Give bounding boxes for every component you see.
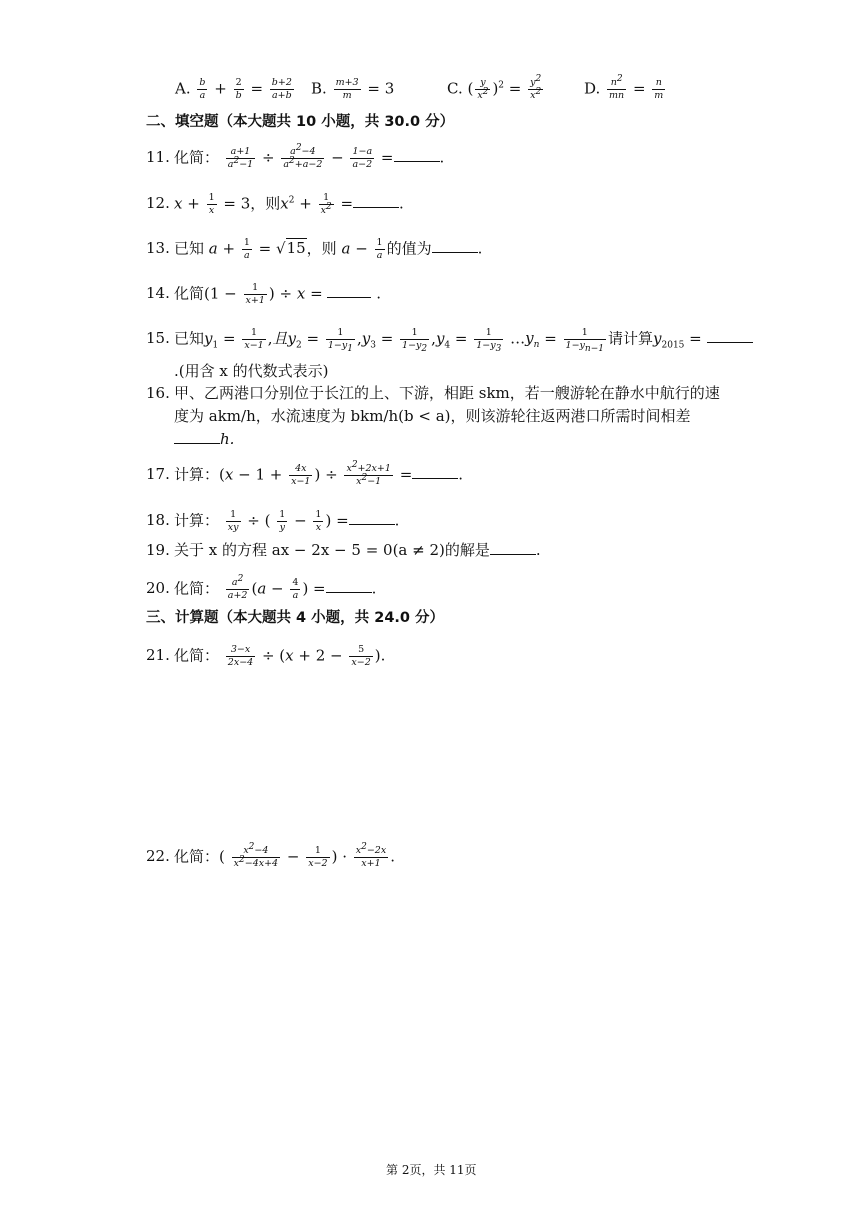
choice-d: D. $\frac{n^2}{mn}$ = $\frac{n}{m}$ [584, 73, 664, 101]
question-20: 20. 化简： $\frac{a^2}{a+2}$ (a − $\frac{4}{a}$ ) = . [146, 573, 377, 601]
choice-d-label: D. [584, 79, 601, 98]
section2-title: 二、填空题（本大题共 10 小题，共 30.0 分） [146, 114, 455, 130]
question-21: 21. 化简： $\frac{3-x}{2x-4}$ ÷ (x + 2 − $\frac{5}{x-2}$ ). [146, 644, 386, 668]
question-15: 15. 已知$y_1$ = $\frac{1}{x-1}$ ,且$y_2$ = $\frac{1}{1-y_1}$ $,y_3$ = $\frac{1}{1-y_2}$ $,y_4$ = $\frac{1}{1-y_3}$ $\dots y_n$ = $\frac{1}{1-y_{n-1}}$ 请计算$y_{2015}$ = [146, 328, 753, 351]
choice-b: B. $\frac{m+3}{m}$ = 3 [311, 77, 395, 101]
choice-a-label: A. [175, 79, 191, 98]
choice-c: C. ( $\frac{y}{x^2}$ )$^2$ = $\frac{y^2}{x^2}$ [447, 73, 542, 101]
choice-c-label: C. [447, 79, 463, 98]
page-footer: 第 2页，共 11页 [386, 1163, 477, 1177]
question-19: 19. 关于 x 的方程 ax − 2x − 5 = 0(a ≠ 2)的解是 . [146, 541, 541, 559]
question-18: 18. 计算： $\frac{1}{xy}$ ÷ ( $\frac{1}{y}$ − $\frac{1}{x}$ ) = . [146, 509, 400, 533]
question-12: 12. x + $\frac{1}{x}$ = 3，则$x^2$ + $\frac{1}{x^2}$ = . [146, 192, 404, 216]
choice-row: A. $\frac{b}{a}$ + $\frac{2}{b}$ = $\frac{b+2}{a+b}$ [175, 77, 292, 101]
choice-b-label: B. [311, 79, 327, 98]
question-13: 13. 已知 a + $\frac{1}{a}$ = √15，则 a − $\frac{1}{a}$ 的值为 . [146, 237, 483, 261]
question-15-line2: .(用含 x 的代数式表示) [174, 362, 329, 380]
question-16: 16. 甲、乙两港口分别位于长江的上、下游，相距 skm，若一艘游轮在静水中航行的速 [146, 384, 720, 402]
question-16-line2: 度为 akm/h，水流速度为 bkm/h(b < a)，则该游轮往返两港口所需时间相差 [174, 407, 691, 425]
question-22: 22. 化简：( $\frac{x^2-4}{x^2-4x+4}$ − $\frac{1}{x-2}$ ) · $\frac{x^2-2x}{x+1}$ . [146, 841, 395, 869]
question-17: 17. 计算：(x − 1 + $\frac{4x}{x-1}$ ) ÷ $\frac{x^2+2x+1}{x^2-1}$ = . [146, 459, 464, 487]
section3-title: 三、计算题（本大题共 4 小题，共 24.0 分） [146, 610, 445, 626]
question-16-line3: h. [174, 432, 234, 447]
question-14: 14. 化简(1 − $\frac{1}{x+1}$ ) ÷ x = . [146, 282, 381, 306]
question-11: 11. 化简： $\frac{a+1}{a^2-1}$ ÷ $\frac{a^2-4}{a^2+a-2}$ − $\frac{1-a}{a-2}$ = . [146, 142, 445, 170]
